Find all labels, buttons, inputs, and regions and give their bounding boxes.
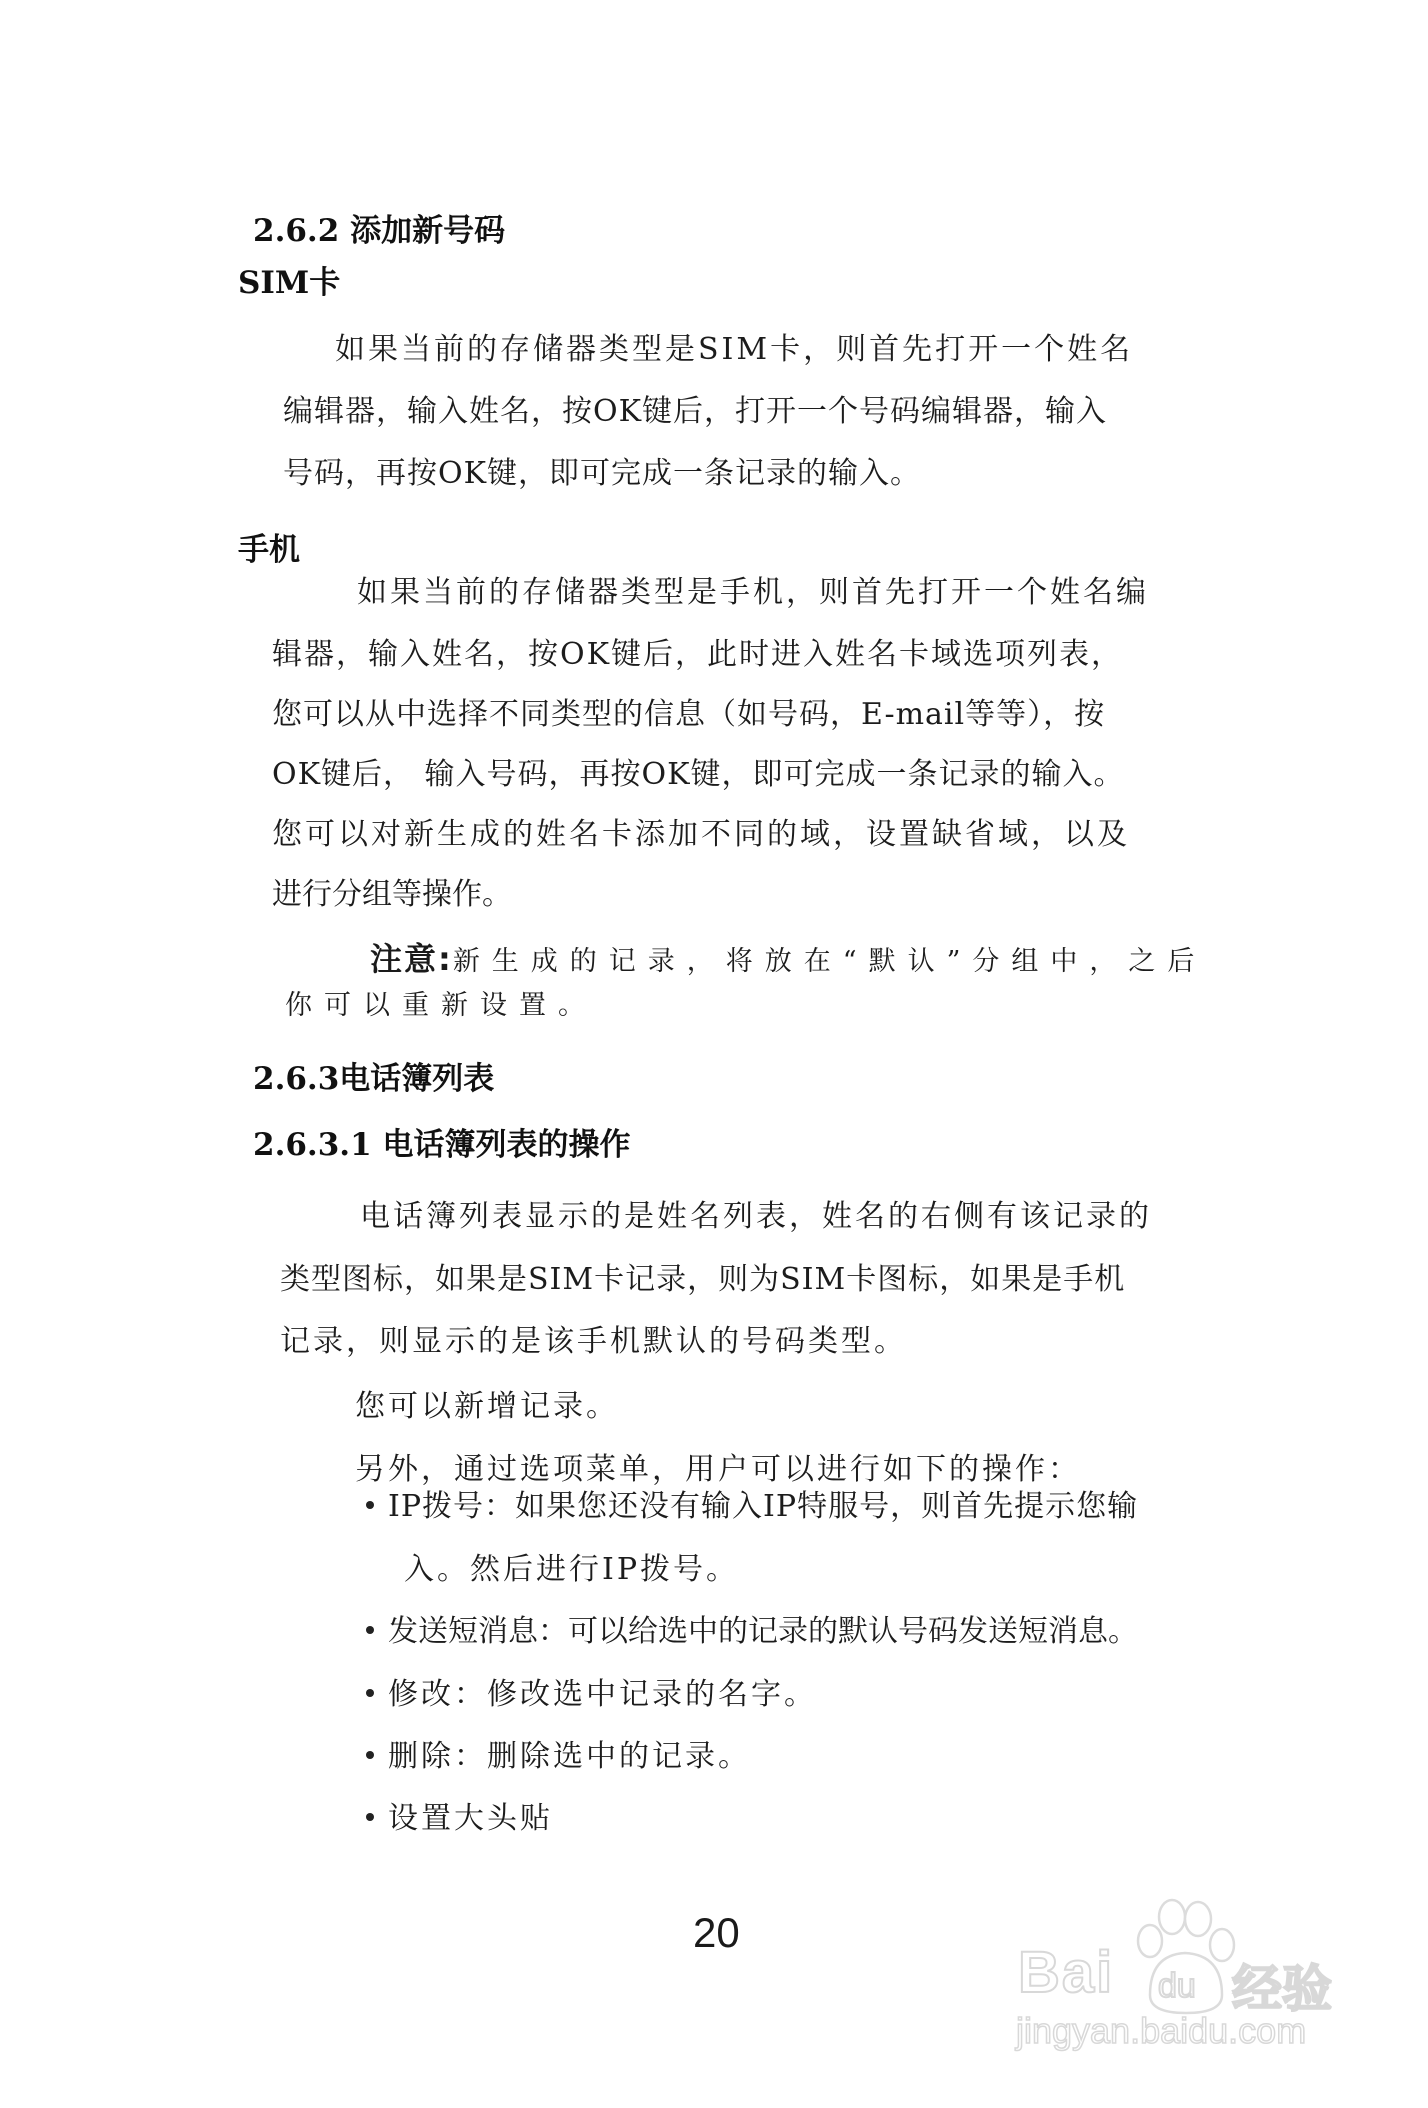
watermark-url: jingyan.baidu.com xyxy=(1016,2010,1307,2051)
watermark-logo-cn: 经验 xyxy=(1232,1960,1332,2018)
note-text: 新生成的记录，将放在“默认”分组中，之后 xyxy=(452,946,1207,977)
paragraph-line: 类型图标，如果是SIM卡记录，则为SIM卡图标，如果是手机 xyxy=(280,1262,1126,1297)
bullet-icon xyxy=(366,1751,374,1759)
paragraph-line: 您可以对新生成的姓名卡添加不同的域，设置缺省域，以及 xyxy=(272,817,1130,852)
bullet-item-delete xyxy=(366,1739,751,1774)
bullet-text: IP拨号：如果您还没有输入IP特服号，则首先提示您输 xyxy=(388,1489,1139,1524)
paragraph-line: 进行分组等操作。 xyxy=(272,877,512,912)
watermark-logo-bai: Bai xyxy=(1018,1940,1115,2005)
bullet-item-ip-dial xyxy=(366,1489,1139,1524)
page-number: 20 xyxy=(693,1909,740,1956)
note-line xyxy=(370,940,1207,978)
bullet-item-send-sms xyxy=(366,1614,1138,1649)
bullet-text: 修改：修改选中记录的名字。 xyxy=(388,1677,817,1712)
section-heading-2-6-2: 2.6.2 添加新号码 xyxy=(253,213,506,249)
section-heading-2-6-3-1: 2.6.3.1 电话簿列表的操作 xyxy=(253,1127,631,1163)
bullet-icon xyxy=(366,1689,374,1697)
bullet-item-edit xyxy=(366,1677,817,1712)
paragraph-line: 电话簿列表显示的是姓名列表，姓名的右侧有该记录的 xyxy=(360,1199,1152,1234)
paragraph-line: 如果当前的存储器类型是手机，则首先打开一个姓名编 xyxy=(357,575,1149,610)
paragraph-line: 如果当前的存储器类型是SIM卡，则首先打开一个姓名 xyxy=(335,332,1134,367)
add-record-text: 您可以新增记录。 xyxy=(355,1389,619,1424)
paragraph-line: OK键后， 输入号码，再按OK键，即可完成一条记录的输入。 xyxy=(272,757,1125,792)
bullet-icon xyxy=(366,1501,374,1509)
bullet-item-set-photo xyxy=(366,1801,553,1836)
paragraph-line: 您可以从中选择不同类型的信息（如号码，E-mail等等），按 xyxy=(272,697,1106,732)
paragraph-line: 编辑器，输入姓名，按OK键后，打开一个号码编辑器，输入 xyxy=(283,394,1108,429)
section-heading-2-6-3: 2.6.3电话簿列表 xyxy=(253,1061,495,1097)
subheading-phone: 手机 xyxy=(238,532,300,568)
note-label: 注意: xyxy=(370,940,453,978)
bullet-text: 发送短消息：可以给选中的记录的默认号码发送短消息。 xyxy=(388,1614,1138,1649)
bullet-text: 设置大头贴 xyxy=(388,1801,553,1836)
baidu-jingyan-watermark xyxy=(1010,1895,1350,2055)
bullet-continuation: 入。然后进行IP拨号。 xyxy=(404,1552,740,1587)
bullet-icon xyxy=(366,1813,374,1821)
bullet-icon xyxy=(366,1626,374,1634)
subheading-sim-card: SIM卡 xyxy=(238,265,341,301)
watermark-logo-du: du xyxy=(1158,1967,1196,2005)
paragraph-line: 记录，则显示的是该手机默认的号码类型。 xyxy=(280,1324,907,1359)
note-continuation: 你可以重新设置。 xyxy=(285,990,597,1021)
paragraph-line: 号码，再按OK键，即可完成一条记录的输入。 xyxy=(283,456,922,491)
bullet-text: 删除：删除选中的记录。 xyxy=(388,1739,751,1774)
options-intro-text: 另外，通过选项菜单，用户可以进行如下的操作： xyxy=(355,1452,1081,1487)
paragraph-line: 辑器，输入姓名，按OK键后，此时进入姓名卡域选项列表， xyxy=(272,637,1124,672)
